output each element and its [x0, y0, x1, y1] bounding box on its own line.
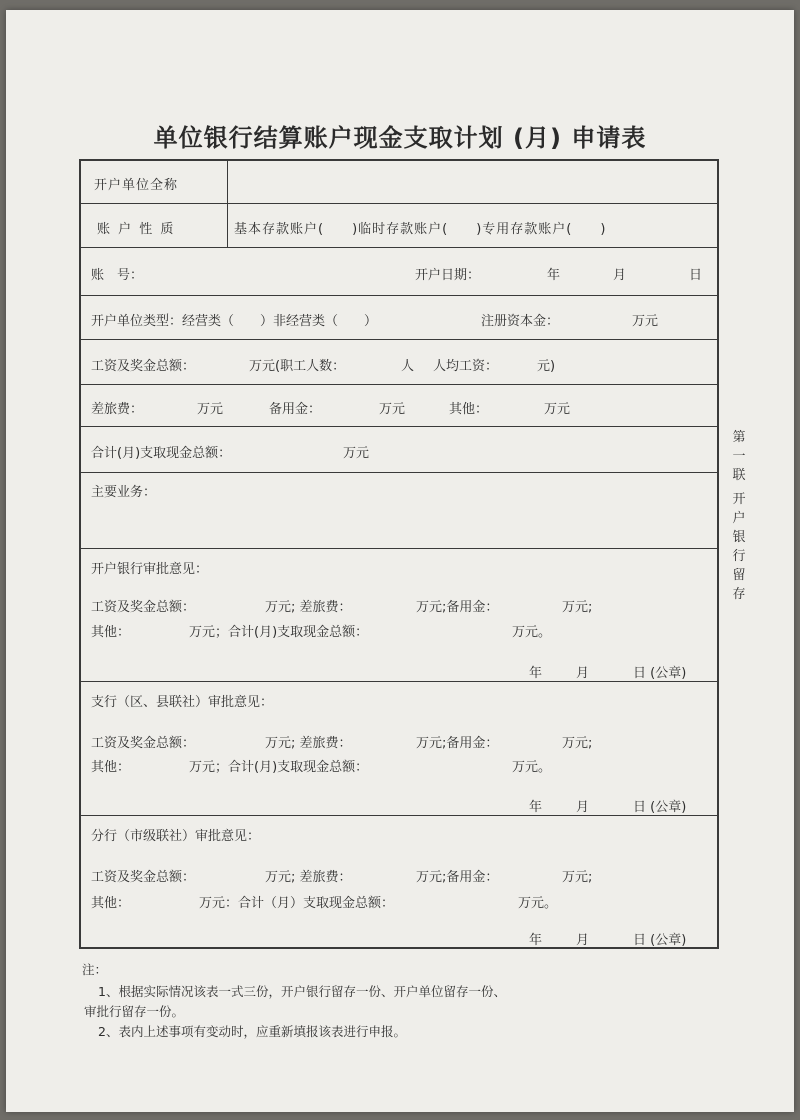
- registered-capital-unit: 万元: [632, 314, 659, 329]
- opinion-total-label: 万元：合计（月）支取现金总额：: [199, 896, 395, 911]
- row-account-nature: [81, 204, 717, 248]
- opinion-salary-label: 工资及奖金总额：: [91, 736, 196, 751]
- section-branch-opinion: [81, 682, 717, 816]
- opinion-total-label: 万元；合计(月)支取现金总额：: [189, 625, 369, 640]
- opinion-travel-label: 万元; 差旅费：: [265, 736, 352, 751]
- account-number-label: 账 号：: [91, 268, 144, 283]
- row-unit-type: [81, 296, 717, 340]
- opinion-total-unit: 万元。: [518, 896, 558, 911]
- open-date-day: 日: [689, 268, 703, 283]
- open-date-label: 开户日期：: [415, 268, 481, 283]
- note-line-1: 1、根据实际情况该表一式三份，开户银行留存一份、开户单位留存一份、: [98, 984, 506, 999]
- opinion-total-unit: 万元。: [512, 760, 552, 775]
- opinion-reserve-label: 万元;备用金：: [416, 870, 499, 885]
- opinion-seal: 日 (公章): [633, 933, 687, 948]
- bank-opinion-heading: 开户银行审批意见：: [91, 562, 209, 577]
- other-label: 其他：: [449, 402, 489, 417]
- opinion-month: 月: [576, 933, 590, 948]
- salary-unit: 万元(职工人数：: [249, 359, 346, 374]
- salary-total-label: 工资及奖金总额：: [91, 359, 196, 374]
- note-line-3: 2、表内上述事项有变动时，应重新填报该表进行申报。: [98, 1024, 406, 1039]
- row-salary: [81, 340, 717, 385]
- total-cash-unit: 万元: [343, 446, 370, 461]
- opinion-total-label: 万元；合计(月)支取现金总额：: [189, 760, 369, 775]
- reserve-unit: 万元: [379, 402, 406, 417]
- opinion-other-label: 其他：: [91, 896, 131, 911]
- notes-heading: 注：: [82, 962, 108, 977]
- travel-unit: 万元: [197, 402, 224, 417]
- city-opinion-heading: 分行（市级联社）审批意见：: [91, 829, 261, 844]
- avg-salary-unit: 元): [537, 359, 556, 374]
- opinion-year: 年: [529, 933, 543, 948]
- opinion-month: 月: [576, 666, 590, 681]
- row-unit-name: [81, 161, 717, 204]
- travel-label: 差旅费：: [91, 402, 144, 417]
- row-expenses: [81, 385, 717, 427]
- application-form-table: [79, 159, 719, 949]
- opinion-other-label: 其他：: [91, 760, 131, 775]
- avg-salary-label: 人均工资：: [433, 359, 499, 374]
- unit-type-label[interactable]: 开户单位类型：经营类（ ）非经营类（ ）: [91, 314, 378, 329]
- unit-name-field[interactable]: [228, 161, 717, 203]
- opinion-total-unit: 万元。: [512, 625, 552, 640]
- copy-number-label: 第一联: [732, 430, 746, 483]
- total-cash-label: 合计(月)支取现金总额：: [91, 446, 232, 461]
- branch-opinion-heading: 支行（区、县联社）审批意见：: [91, 695, 274, 710]
- note-line-2: 审批行留存一份。: [84, 1004, 185, 1019]
- row-total: [81, 427, 717, 473]
- row-account-number: [81, 248, 717, 296]
- opinion-reserve-unit: 万元;: [562, 870, 593, 885]
- opinion-salary-label: 工资及奖金总额：: [91, 870, 196, 885]
- opinion-reserve-label: 万元;备用金：: [416, 736, 499, 751]
- section-city-opinion: [81, 816, 717, 949]
- opinion-seal: 日 (公章): [633, 800, 687, 815]
- row-main-business: [81, 473, 717, 549]
- opinion-salary-label: 工资及奖金总额：: [91, 600, 196, 615]
- opinion-reserve-unit: 万元;: [562, 736, 593, 751]
- unit-name-label: 开户单位全称: [94, 178, 179, 193]
- section-bank-opinion: [81, 549, 717, 682]
- opinion-reserve-label: 万元;备用金：: [416, 600, 499, 615]
- registered-capital-label: 注册资本金：: [481, 314, 560, 329]
- open-date-month: 月: [613, 268, 627, 283]
- opinion-other-label: 其他：: [91, 625, 131, 640]
- account-nature-options[interactable]: 基本存款账户( )临时存款账户( )专用存款账户( ): [234, 222, 607, 237]
- form-title: 单位银行结算账户现金支取计划 (月) 申请表: [153, 124, 647, 152]
- other-unit: 万元: [544, 402, 571, 417]
- opinion-travel-label: 万元; 差旅费：: [265, 600, 352, 615]
- opinion-year: 年: [529, 800, 543, 815]
- staff-count-unit: 人: [401, 359, 415, 374]
- open-date-year: 年: [547, 268, 561, 283]
- opinion-travel-label: 万元; 差旅费：: [265, 870, 352, 885]
- opinion-year: 年: [529, 666, 543, 681]
- main-business-label: 主要业务：: [91, 485, 157, 500]
- reserve-label: 备用金：: [269, 402, 322, 417]
- opinion-seal: 日 (公章): [633, 666, 687, 681]
- account-nature-label: 账 户 性 质: [97, 222, 176, 237]
- opinion-month: 月: [576, 800, 590, 815]
- copy-holder-label: 开户银行留存: [732, 492, 746, 602]
- opinion-reserve-unit: 万元;: [562, 600, 593, 615]
